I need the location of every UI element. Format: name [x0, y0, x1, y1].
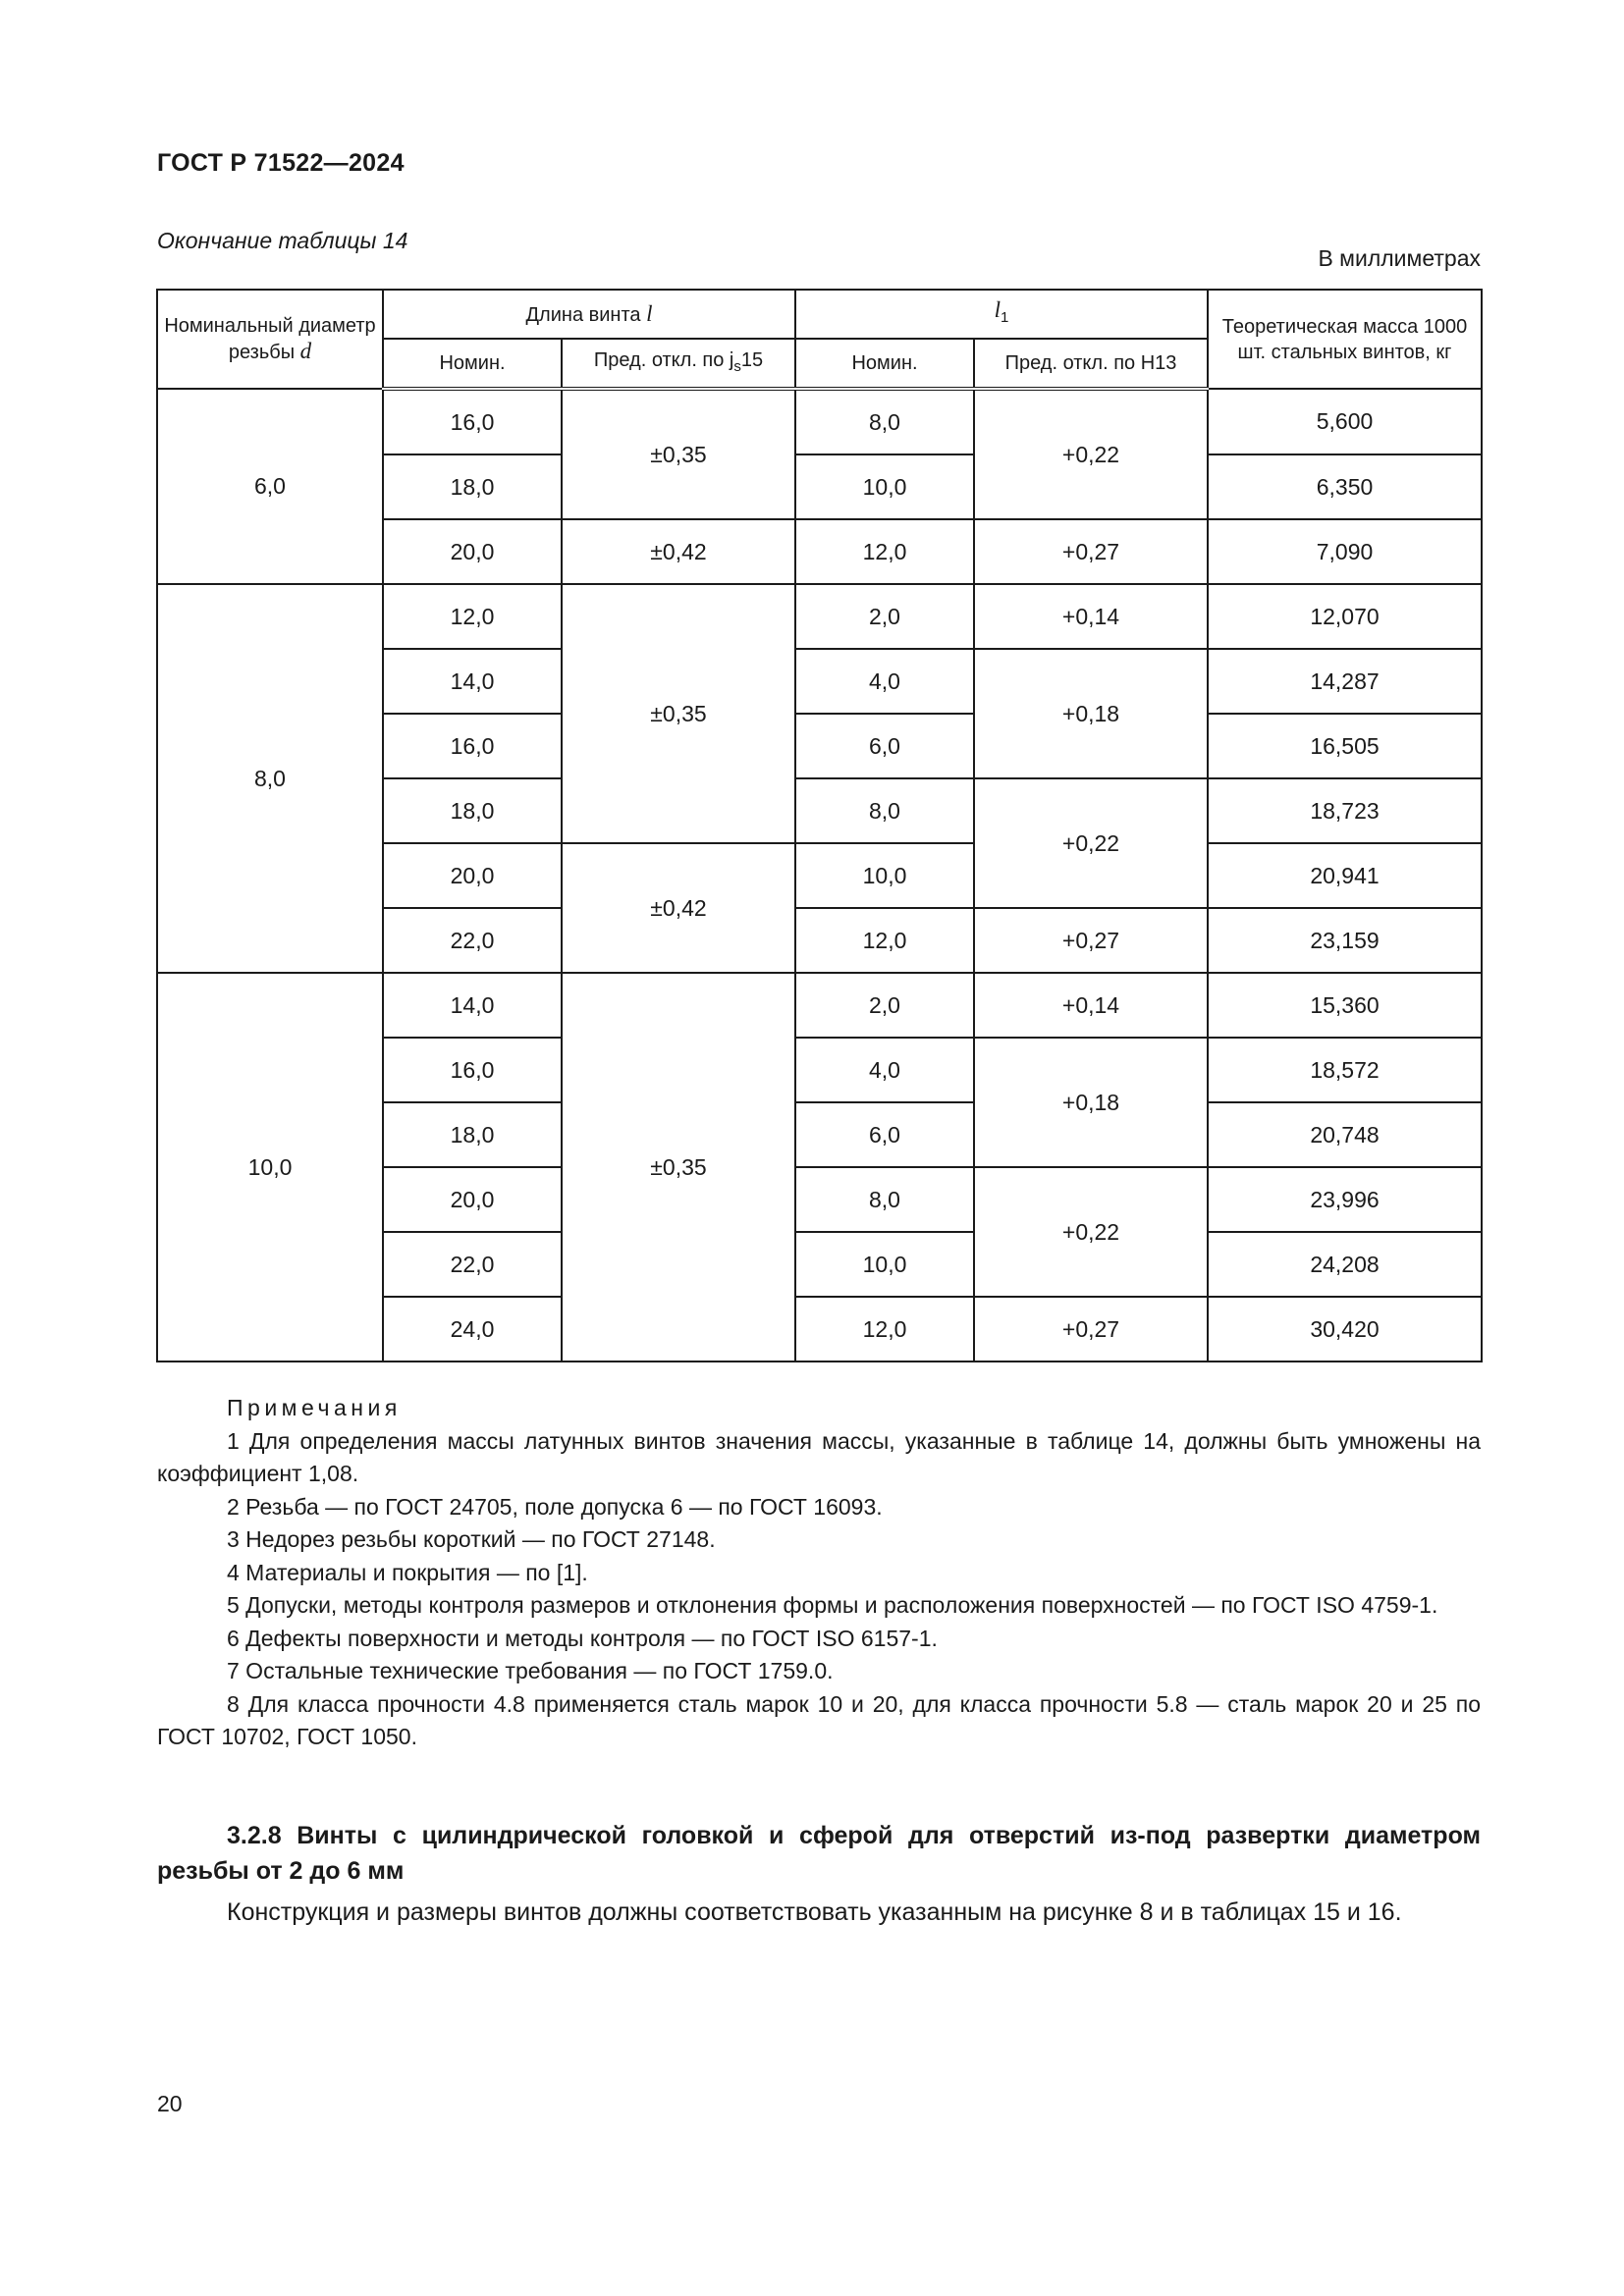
length-cell: 24,0	[383, 1297, 562, 1362]
mass-cell: 16,505	[1208, 714, 1482, 778]
header-l1: $l_1$	[795, 290, 1208, 339]
mass-cell: 20,941	[1208, 843, 1482, 908]
l1-tolerance-cell: +0,22	[974, 389, 1208, 519]
length-tolerance-cell: ±0,35	[562, 584, 795, 843]
l1-cell: 8,0	[795, 1167, 974, 1232]
length-tolerance-cell: ±0,35	[562, 389, 795, 519]
l1-tolerance-cell: +0,14	[974, 973, 1208, 1038]
mass-cell: 12,070	[1208, 584, 1482, 649]
l1-cell: 2,0	[795, 973, 974, 1038]
table-row	[157, 389, 1482, 454]
length-cell: 20,0	[383, 843, 562, 908]
length-cell: 22,0	[383, 908, 562, 973]
length-cell: 18,0	[383, 1102, 562, 1167]
length-cell: 20,0	[383, 1167, 562, 1232]
note-item: 7 Остальные технические требования — по ГОСТ 1759.0.	[227, 1658, 834, 1683]
note-item: 3 Недорез резьбы короткий — по ГОСТ 27148.	[227, 1526, 716, 1552]
l1-tolerance-cell: +0,27	[974, 908, 1208, 973]
length-tolerance-cell: ±0,35	[562, 973, 795, 1362]
l1-cell: 10,0	[795, 1232, 974, 1297]
length-cell: 18,0	[383, 454, 562, 519]
note-item: 2 Резьба — по ГОСТ 24705, поле допуска 6 — по ГОСТ 16093.	[227, 1493, 883, 1520]
l1-cell: 6,0	[795, 714, 974, 778]
length-cell: 14,0	[383, 649, 562, 714]
header-mass: Теоретическая масса 1000 шт. стальных винтов, кг	[1208, 290, 1482, 389]
dimensions-table	[156, 289, 1483, 1362]
table-caption: Окончание таблицы 14	[157, 228, 408, 253]
l1-tolerance-cell: +0,27	[974, 519, 1208, 584]
l1-cell: 10,0	[795, 843, 974, 908]
diameter-cell: 6,0	[157, 389, 383, 584]
length-cell: 12,0	[383, 584, 562, 649]
length-tolerance-cell: ±0,42	[562, 843, 795, 973]
header-length: Длина винта l	[383, 290, 795, 339]
mass-cell: 23,996	[1208, 1167, 1482, 1232]
header-length-nominal: Номин.	[383, 339, 562, 389]
length-cell: 20,0	[383, 519, 562, 584]
mass-cell: 18,572	[1208, 1038, 1482, 1102]
mass-cell: 23,159	[1208, 908, 1482, 973]
length-cell: 14,0	[383, 973, 562, 1038]
table-row	[157, 973, 1482, 1038]
length-cell: 16,0	[383, 389, 562, 454]
note-item: 4 Материалы и покрытия — по [1].	[227, 1559, 588, 1585]
mass-cell: 14,287	[1208, 649, 1482, 714]
l1-tolerance-cell: +0,27	[974, 1297, 1208, 1362]
l1-cell: 12,0	[795, 1297, 974, 1362]
l1-cell: 8,0	[795, 778, 974, 843]
l1-cell: 6,0	[795, 1102, 974, 1167]
header-diameter: Номинальный диаметр резьбы d	[157, 290, 383, 389]
header-l1-nominal: Номин.	[795, 339, 974, 389]
length-cell: 22,0	[383, 1232, 562, 1297]
length-cell: 16,0	[383, 1038, 562, 1102]
header-length-tolerance: Пред. откл. по $j_s15$	[562, 339, 795, 389]
mass-cell: 20,748	[1208, 1102, 1482, 1167]
l1-tolerance-cell: +0,22	[974, 1167, 1208, 1297]
note-item: 6 Дефекты поверхности и методы контроля — по ГОСТ ISO 6157-1.	[227, 1625, 938, 1651]
page-number: 20	[157, 2091, 183, 2116]
section-body: Конструкция и размеры винтов должны соответствовать указанным на рисунке 8 и в таблицах 15 и 16.	[227, 1898, 1402, 1926]
l1-tolerance-cell: +0,22	[974, 778, 1208, 908]
mass-cell: 18,723	[1208, 778, 1482, 843]
l1-cell: 2,0	[795, 584, 974, 649]
note-item: 1 Для определения массы латунных винтов значения массы, указанные в таблице 14, должны быть умножены на коэффициент 1,08.	[157, 1427, 1481, 1486]
l1-cell: 10,0	[795, 454, 974, 519]
mass-cell: 24,208	[1208, 1232, 1482, 1297]
l1-cell: 4,0	[795, 1038, 974, 1102]
notes-title: Примечания	[227, 1395, 402, 1420]
l1-tolerance-cell: +0,18	[974, 649, 1208, 778]
mass-cell: 5,600	[1208, 389, 1482, 454]
mass-cell: 6,350	[1208, 454, 1482, 519]
l1-tolerance-cell: +0,18	[974, 1038, 1208, 1167]
section-heading: 3.2.8 Винты с цилиндрической головкой и сферой для отверстий из-под развертки диаметром резьбы от 2 до 6 мм	[157, 1822, 1481, 1885]
l1-tolerance-cell: +0,14	[974, 584, 1208, 649]
notes-section	[157, 1392, 1481, 1754]
document-header: ГОСТ Р 71522—2024	[157, 149, 405, 177]
mass-cell: 7,090	[1208, 519, 1482, 584]
l1-cell: 12,0	[795, 908, 974, 973]
header-l1-tolerance: Пред. откл. по H13	[974, 339, 1208, 389]
note-item: 5 Допуски, методы контроля размеров и отклонения формы и расположения поверхностей — по ГОСТ ISO 4759-1.	[227, 1592, 1438, 1618]
l1-cell: 8,0	[795, 389, 974, 454]
mass-cell: 30,420	[1208, 1297, 1482, 1362]
note-item: 8 Для класса прочности 4.8 применяется сталь марок 10 и 20, для класса прочности 5.8 — сталь марок 20 и 25 по ГОСТ 10702, ГОСТ 1050.	[157, 1690, 1481, 1749]
length-cell: 16,0	[383, 714, 562, 778]
length-cell: 18,0	[383, 778, 562, 843]
table-row	[157, 584, 1482, 649]
diameter-cell: 10,0	[157, 973, 383, 1362]
diameter-cell: 8,0	[157, 584, 383, 973]
l1-cell: 4,0	[795, 649, 974, 714]
mass-cell: 15,360	[1208, 973, 1482, 1038]
l1-cell: 12,0	[795, 519, 974, 584]
units-label: В миллиметрах	[1318, 245, 1481, 271]
length-tolerance-cell: ±0,42	[562, 519, 795, 584]
